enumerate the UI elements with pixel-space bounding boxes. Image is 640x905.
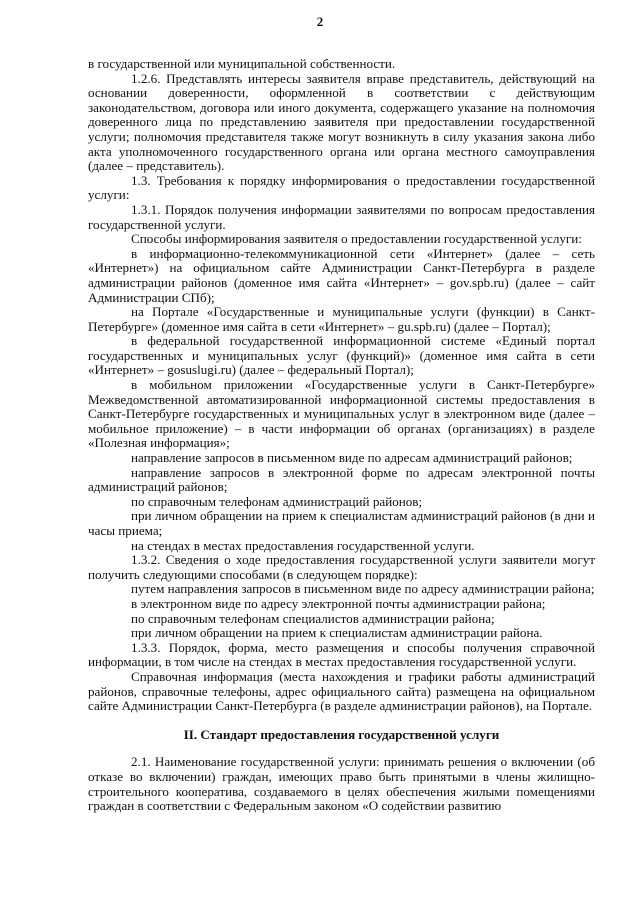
paragraph: путем направления запросов в письменном виде по адресу администрации района; [131, 581, 595, 597]
paragraph: в федеральной государственной информационной системе «Единый портал государственных и муниципальных услуг (функций)» (доменное имя сайта в сети «Интернет» – gosuslugi.ru) (далее – федеральный Портал); [88, 333, 595, 378]
paragraph: в информационно-телекоммуникационной сети «Интернет» (далее – сеть «Интернет») на официальном сайте Администрации Санкт-Петербурга в разделе администрации районов (доменное имя сайта «Интернет» – gov.spb.ru) (далее – сайт Администрации СПб); [88, 245, 595, 305]
paragraph: 1.3.2. Сведения о ходе предоставления государственной услуги заявители могут получить следующими способами (в следующем порядке): [88, 552, 595, 582]
paragraph: 1.3.3. Порядок, форма, место размещения и способы получения справочной информации, в том числе на стендах в местах предоставления государственной услуги. [88, 639, 595, 670]
paragraph: в мобильном приложении «Государственные услуги в Санкт-Петербурге» Межведомственной автоматизированной информационной системы предоставления в Санкт-Петербурге государственных и муниципальных услуг в электронном виде (далее – мобильное приложение) – в части информации об органах (организациях) в разделе «Полезная информация»; [88, 377, 595, 451]
paragraph: направление запросов в электронной форме по адресам электронной почты администраций районов; [88, 464, 595, 495]
paragraph: направление запросов в письменном виде по адресам администраций районов; [131, 450, 573, 466]
paragraph: 1.2.6. Представлять интересы заявителя вправе представитель, действующий на основании доверенности, оформленной в соответствии с действующим законодательством, договора или иного документа, содержащего указание на полномочия доверенного лица по представлению заявителя при предоставлении государственной услуги; полномочия представителя также могут возникнуть в силу указания закона либо акта уполномоченного государственного органа или органа местного самоуправления (далее – представитель). [88, 70, 595, 174]
paragraph: по справочным телефонам администраций районов; [131, 493, 423, 509]
paragraph: при личном обращении на прием к специалистам администраций районов (в дни и часы приема; [88, 508, 595, 538]
paragraph: по справочным телефонам специалистов администрации района; [131, 610, 495, 626]
document-body [88, 57, 595, 814]
paragraph: 1.3. Требования к порядку информирования о предоставлении государственной услуги: [88, 172, 595, 203]
section-heading: II. Стандарт предоставления государственной услуги [183, 726, 500, 742]
paragraph: при личном обращении на прием к специалистам администрации района. [131, 625, 543, 641]
paragraph: в электронном виде по адресу электронной почты администрации района; [131, 595, 546, 611]
paragraph: в государственной или муниципальной собственности. [88, 56, 396, 71]
paragraph: 1.3.1. Порядок получения информации заявителями по вопросам предоставления государственной услуги. [88, 201, 595, 232]
paragraph: Способы информирования заявителя о предоставлении государственной услуги: [131, 231, 582, 247]
paragraph: Справочная информация (места нахождения и графики работы администраций районов, справочные телефоны, адрес официального сайта) размещена на официальном сайте Администрации Санкт-Петербурга (в разделе администрации районов), на Портале. [88, 668, 595, 714]
page-number: 2 [316, 14, 324, 29]
paragraph: на стендах в местах предоставления государственной услуги. [131, 537, 475, 553]
paragraph: 2.1. Наименование государственной услуги: принимать решения о включении (об отказе во включении) граждан, имеющих право быть принятыми в члены жилищно-строительного кооператива, создаваемого в целях обеспечения жилыми помещениями граждан в соответствии с Федеральным законом «О содействии развитию [88, 754, 595, 814]
paragraph: на Портале «Государственные и муниципальные услуги (функции) в Санкт-Петербурге» (доменное имя сайта в сети «Интернет» – gu.spb.ru) (далее – Портал); [88, 304, 595, 334]
